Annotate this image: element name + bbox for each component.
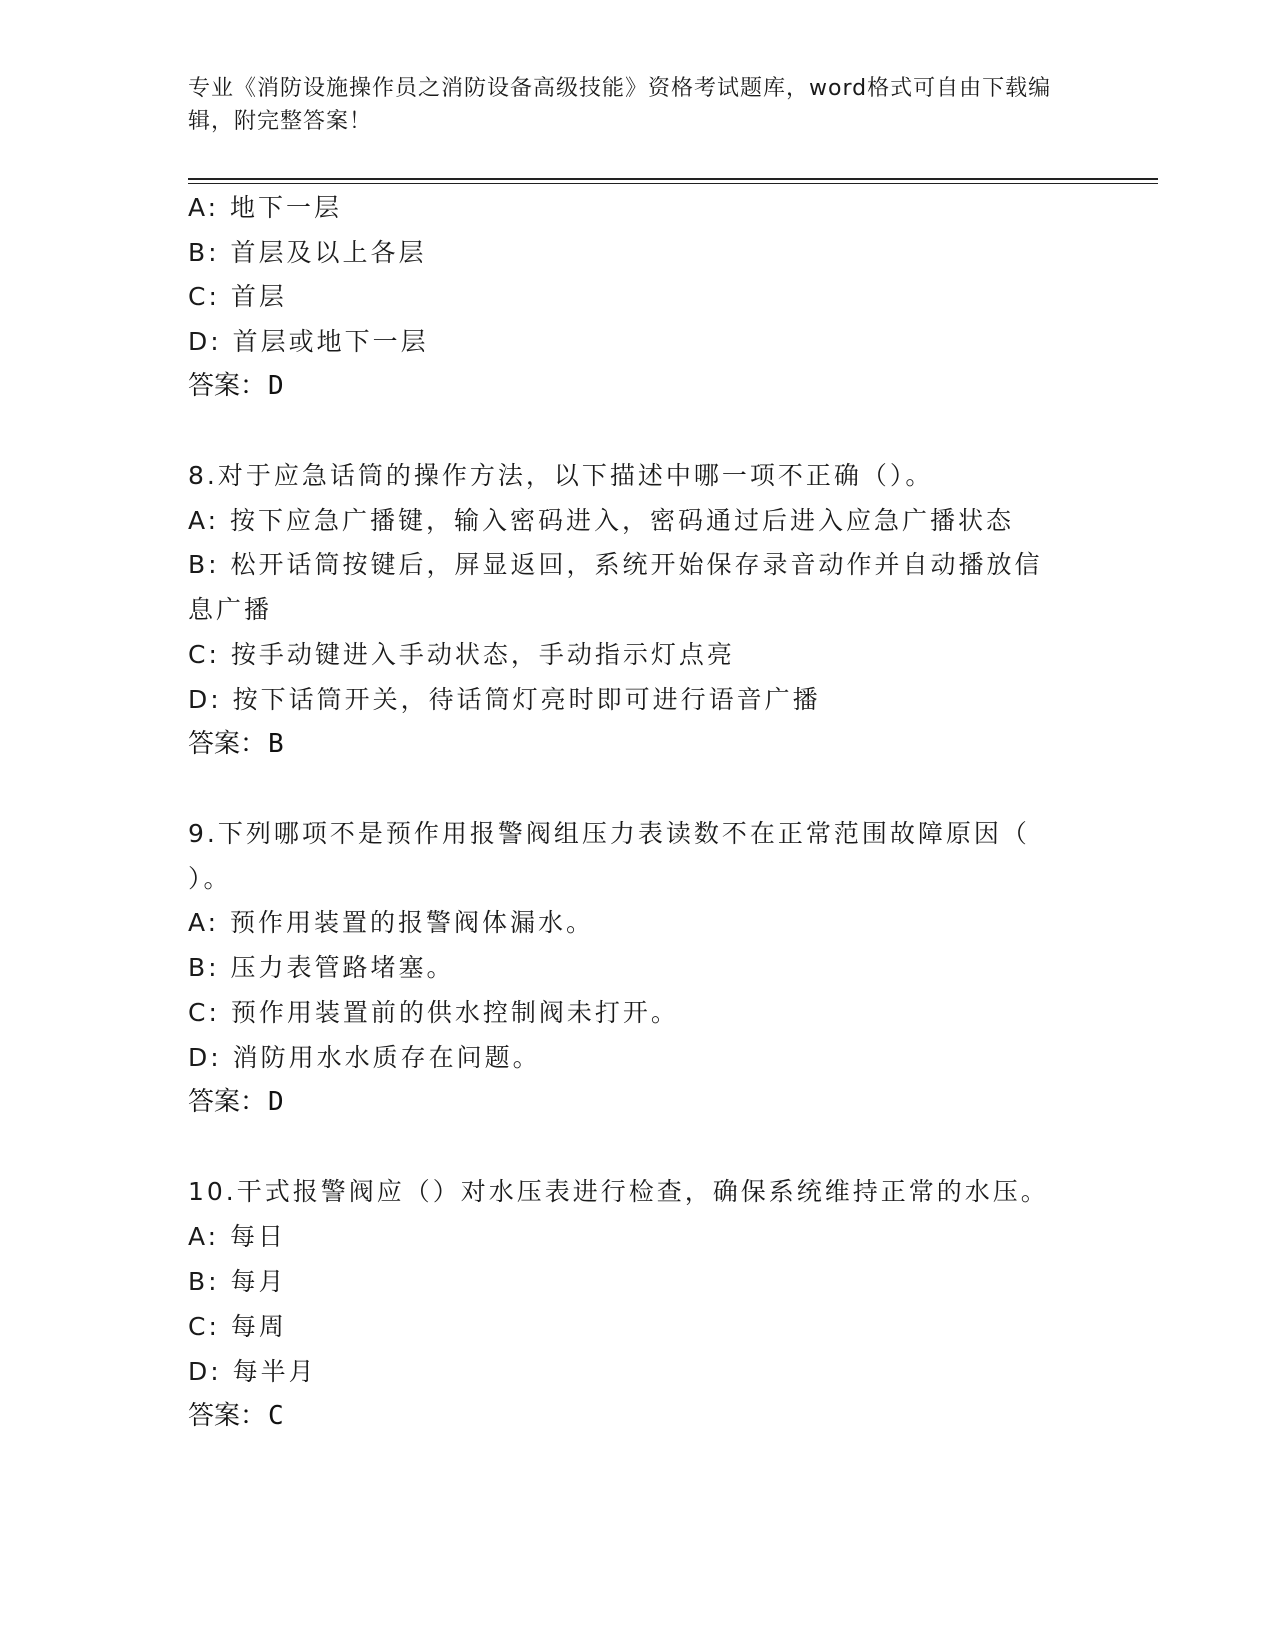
answer-label: 答案： [188,729,267,759]
q7-option-d: D: 首层或地下一层 [188,327,429,356]
q8-question: 8.对于应急话筒的操作方法，以下描述中哪一项不正确（）。 [188,461,934,490]
q7-answer [188,369,284,403]
answer-label: 答案： [188,1401,267,1431]
q9-option-d: D: 消防用水水质存在问题。 [188,1043,541,1072]
q8-answer [188,727,284,761]
q9-option-a: A: 预作用装置的报警阀体漏水。 [188,908,595,937]
answer-label: 答案： [188,371,267,401]
header-divider-thin [188,183,1158,184]
q7-option-c: C: 首层 [188,282,287,311]
answer-letter: D [268,1087,284,1117]
q10-option-d: D: 每半月 [188,1357,317,1386]
answer-label: 答案： [188,1087,267,1117]
q9-option-c: C: 预作用装置前的供水控制阀未打开。 [188,998,679,1027]
q8-option-b-line2: 息广播 [188,595,273,624]
document-header-intro: 专业《消防设施操作员之消防设备高级技能》资格考试题库，word格式可自由下载编辑，附完整答案！ [188,76,1052,134]
q10-option-a: A: 每日 [188,1222,287,1251]
q7-option-b: B: 首层及以上各层 [188,238,427,267]
answer-letter: C [268,1401,284,1431]
q9-question-line2: ）。 [188,864,232,893]
q8-option-b-line1: B: 松开话筒按键后，屏显返回，系统开始保存录音动作并自动播放信 [188,550,1043,579]
q9-option-b: B: 压力表管路堵塞。 [188,953,455,982]
q9-question-line1: 9.下列哪项不是预作用报警阀组压力表读数不在正常范围故障原因（ [188,819,1030,848]
q10-question: 10.干式报警阀应（）对水压表进行检查，确保系统维持正常的水压。 [188,1177,1049,1206]
q8-option-c: C: 按手动键进入手动状态，手动指示灯点亮 [188,640,735,669]
q10-option-c: C: 每周 [188,1312,287,1341]
q10-answer [188,1399,284,1433]
q10-option-b: B: 每月 [188,1267,287,1296]
q9-answer [188,1085,284,1119]
header-divider-thick [188,178,1158,180]
answer-letter: B [268,729,284,759]
answer-letter: D [268,371,284,401]
q8-option-a: A: 按下应急广播键，输入密码进入，密码通过后进入应急广播状态 [188,506,1015,535]
q7-option-a: A: 地下一层 [188,193,343,222]
q8-option-d: D: 按下话筒开关，待话筒灯亮时即可进行语音广播 [188,685,821,714]
